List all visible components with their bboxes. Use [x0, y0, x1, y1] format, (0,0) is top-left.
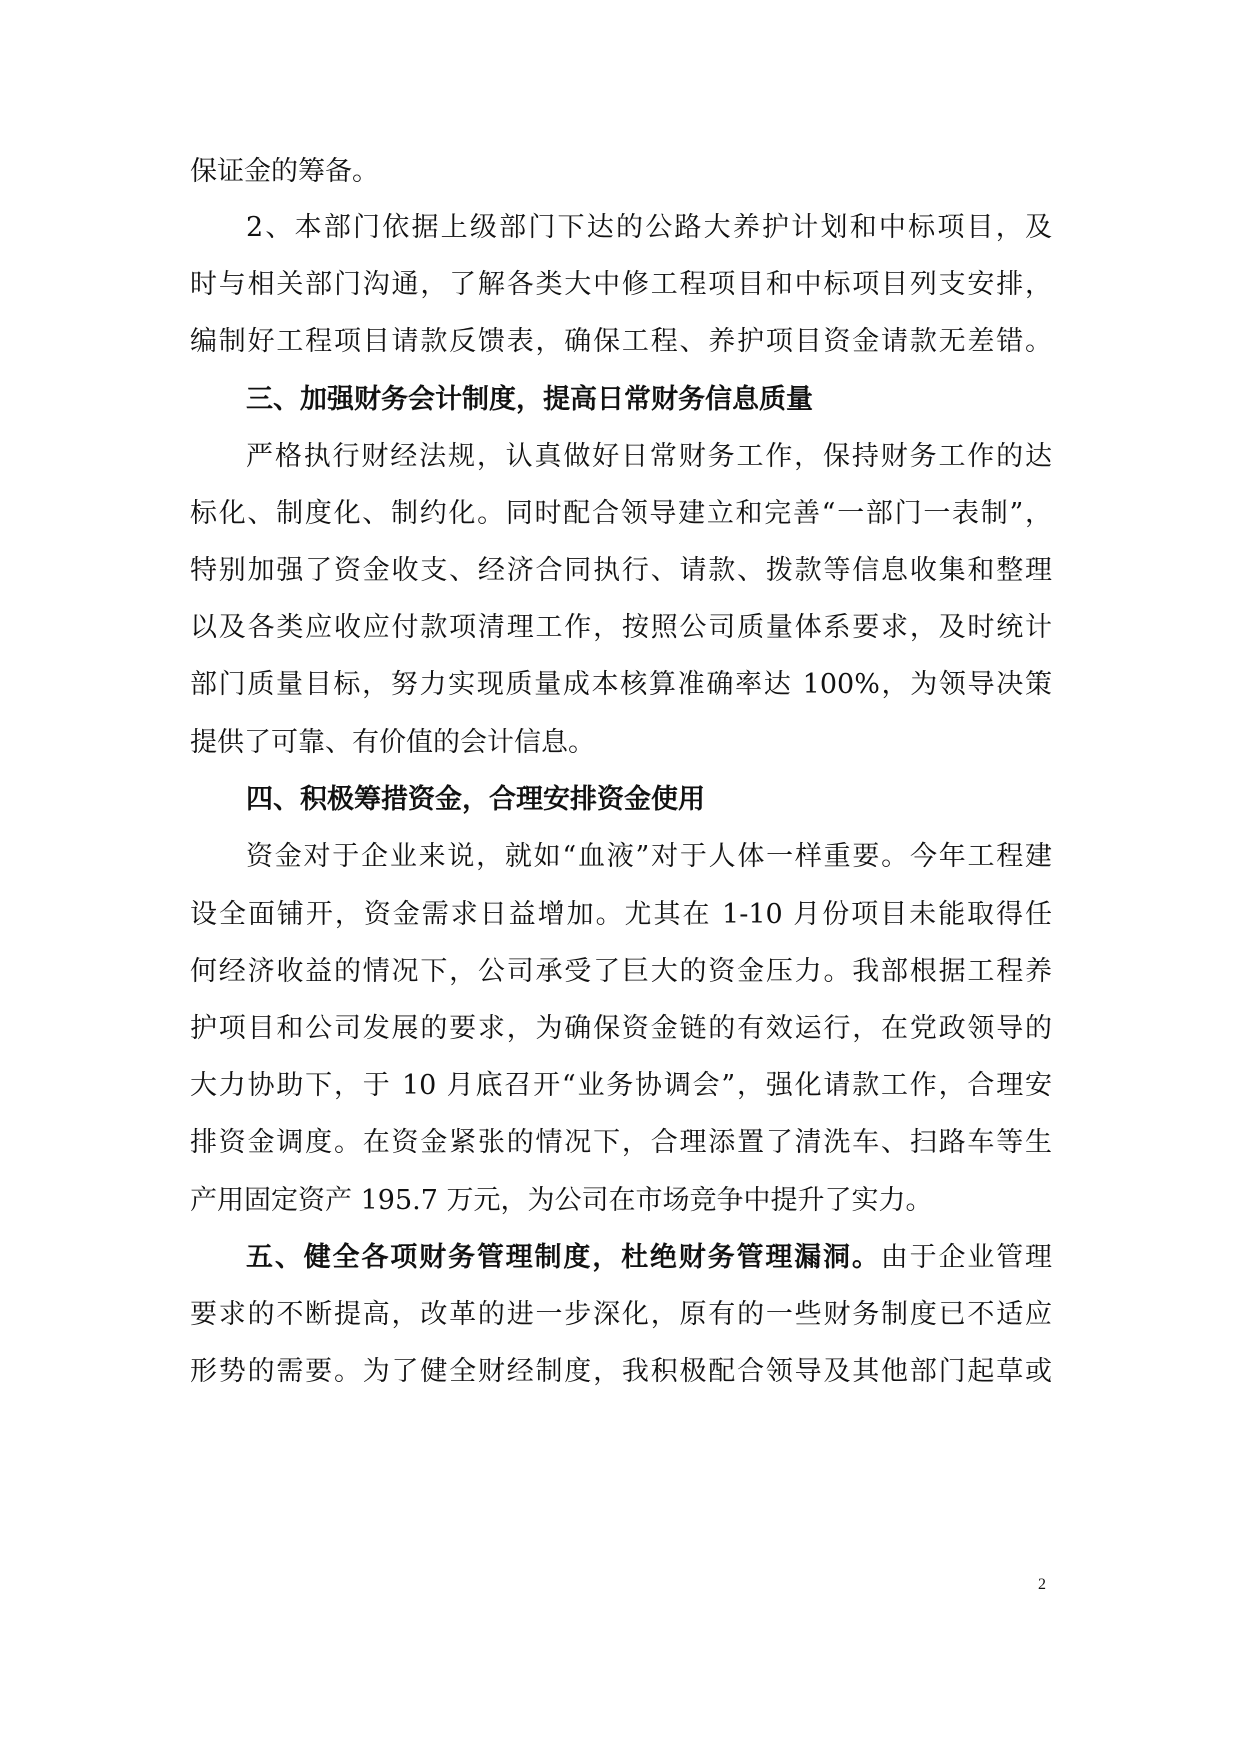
- text-line: 产用固定资产 195.7 万元，为公司在市场竞争中提升了实力。: [190, 1185, 933, 1216]
- text-line: 提供了可靠、有价值的会计信息。: [190, 727, 595, 758]
- text-line: 2、本部门依据上级部门下达的公路大养护计划和中标项目，及: [246, 212, 1052, 243]
- text-line: 资金对于企业来说，就如“血液”对于人体一样重要。今年工程建: [246, 841, 1052, 872]
- section-5-lead-text: 由于企业管理: [880, 1242, 1052, 1273]
- section-heading-5: 五、健全各项财务管理制度，杜绝财务管理漏洞。: [246, 1242, 881, 1273]
- text-line: 特别加强了资金收支、经济合同执行、请款、拨款等信息收集和整理: [190, 555, 1052, 586]
- text-line: 严格执行财经法规，认真做好日常财务工作，保持财务工作的达: [246, 441, 1052, 472]
- text-line: 护项目和公司发展的要求，为确保资金链的有效运行，在党政领导的: [190, 1013, 1052, 1044]
- text-line: 要求的不断提高，改革的进一步深化，原有的一些财务制度已不适应: [190, 1299, 1052, 1330]
- text-line: 以及各类应收应付款项清理工作，按照公司质量体系要求，及时统计: [190, 612, 1052, 643]
- section-heading-4: 四、积极筹措资金，合理安排资金使用: [246, 784, 705, 815]
- text-line: 标化、制度化、制约化。同时配合领导建立和完善“一部门一表制”，: [190, 498, 1052, 529]
- text-line: 时与相关部门沟通，了解各类大中修工程项目和中标项目列支安排，: [190, 269, 1052, 300]
- section-5-first-line: [190, 1238, 1052, 1278]
- text-line: 保证金的筹备。: [190, 156, 379, 187]
- section-heading-3: 三、加强财务会计制度，提高日常财务信息质量: [246, 384, 813, 415]
- text-line: 编制好工程项目请款反馈表，确保工程、养护项目资金请款无差错。: [190, 326, 1052, 357]
- text-line: 排资金调度。在资金紧张的情况下，合理添置了清洗车、扫路车等生: [190, 1127, 1052, 1158]
- text-line: 设全面铺开，资金需求日益增加。尤其在 1-10 月份项目未能取得任: [190, 899, 1052, 930]
- text-line: 何经济收益的情况下，公司承受了巨大的资金压力。我部根据工程养: [190, 956, 1052, 987]
- page-number: 2: [1038, 1576, 1046, 1593]
- text-line: 部门质量目标，努力实现质量成本核算准确率达 100%，为领导决策: [190, 669, 1052, 700]
- text-line: 大力协助下，于 10 月底召开“业务协调会”，强化请款工作，合理安: [190, 1070, 1052, 1101]
- text-line: 形势的需要。为了健全财经制度，我积极配合领导及其他部门起草或: [190, 1356, 1052, 1387]
